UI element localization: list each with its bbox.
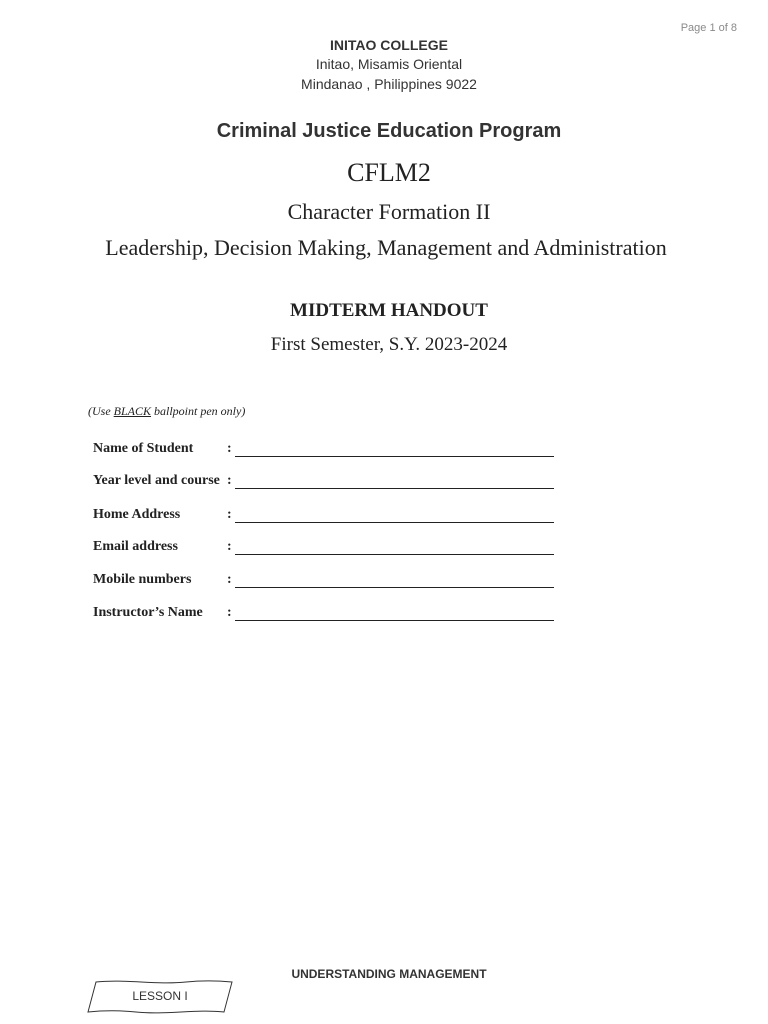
home-address-line[interactable] bbox=[235, 522, 554, 523]
field-colon: : bbox=[227, 539, 232, 554]
student-name-line[interactable] bbox=[235, 456, 554, 457]
field-label: Email address bbox=[93, 539, 178, 554]
field-colon: : bbox=[227, 605, 232, 620]
instructor-line[interactable] bbox=[235, 620, 554, 621]
field-label: Mobile numbers bbox=[93, 572, 192, 587]
instruction-suffix: ballpoint pen only) bbox=[151, 404, 246, 418]
page-indicator: Page 1 of 8 bbox=[680, 22, 737, 34]
field-colon: : bbox=[227, 507, 232, 522]
lesson-tag-label: LESSON I bbox=[132, 989, 188, 1003]
email-line[interactable] bbox=[235, 554, 554, 555]
course-title: Character Formation II bbox=[287, 199, 491, 224]
instruction-prefix: (Use bbox=[88, 404, 114, 418]
college-address-line1: Initao, Misamis Oriental bbox=[315, 56, 463, 72]
field-label: Name of Student bbox=[93, 441, 194, 456]
field-label: Instructor’s Name bbox=[93, 605, 203, 620]
year-course-line[interactable] bbox=[235, 488, 554, 489]
mobile-line[interactable] bbox=[235, 587, 554, 588]
field-colon: : bbox=[227, 473, 232, 488]
handout-title: MIDTERM HANDOUT bbox=[290, 300, 488, 321]
lesson-heading: UNDERSTANDING MANAGEMENT bbox=[291, 967, 487, 981]
field-colon: : bbox=[227, 441, 232, 456]
college-address-line2: Mindanao , Philippines 9022 bbox=[301, 76, 477, 92]
field-label: Year level and course bbox=[93, 473, 220, 488]
semester-label: First Semester, S.Y. 2023-2024 bbox=[270, 334, 508, 355]
field-colon: : bbox=[227, 572, 232, 587]
pen-instruction bbox=[88, 404, 245, 419]
field-label: Home Address bbox=[93, 507, 181, 522]
course-subtitle: Leadership, Decision Making, Management and Administration bbox=[105, 235, 667, 260]
program-title: Criminal Justice Education Program bbox=[216, 120, 562, 142]
college-name: INITAO COLLEGE bbox=[330, 37, 448, 53]
course-code: CFLM2 bbox=[347, 158, 431, 187]
instruction-emphasis: BLACK bbox=[113, 404, 152, 418]
lesson-tag bbox=[86, 979, 234, 1015]
